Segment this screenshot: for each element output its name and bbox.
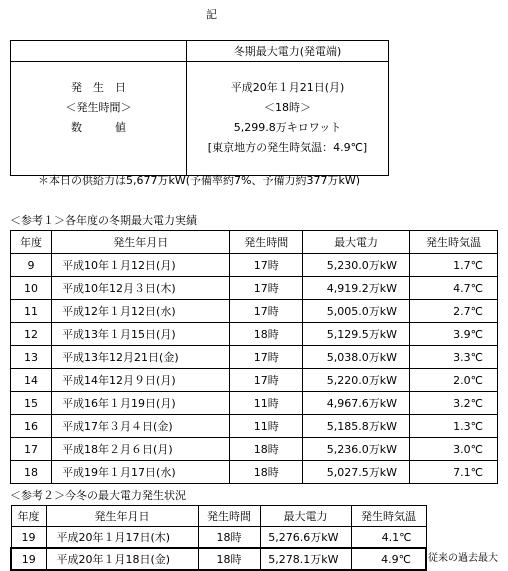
cell-power: 5,129.5万kW xyxy=(303,323,410,346)
cell-time: 18時 xyxy=(230,461,303,484)
cell-temp: 4.7℃ xyxy=(409,277,497,300)
cell-time: 11時 xyxy=(230,415,303,438)
cell-power: 5,276.6万kW xyxy=(260,527,351,549)
ref1-title: ＜参考１＞各年度の冬期最大電力実績 xyxy=(10,214,197,227)
cell-power: 4,919.2万kW xyxy=(303,277,410,300)
summary-labels xyxy=(11,62,187,176)
cell-date: 平成10年12月３日(木) xyxy=(52,277,230,300)
cell-date: 平成20年１月17日(木) xyxy=(46,527,198,549)
cell-date: 平成17年３月４日(金) xyxy=(52,415,230,438)
header-mark: 記 xyxy=(206,8,217,21)
cell-temp: 7.1℃ xyxy=(409,461,497,484)
ref2-header-power: 最大電力 xyxy=(260,506,351,527)
cell-year: 17 xyxy=(11,438,52,461)
cell-temp: 1.7℃ xyxy=(409,254,497,277)
cell-year: 15 xyxy=(11,392,52,415)
table-row xyxy=(11,300,498,323)
cell-time: 18時 xyxy=(198,527,260,549)
cell-time: 17時 xyxy=(230,277,303,300)
cell-power: 5,185.8万kW xyxy=(303,415,410,438)
cell-power: 5,230.0万kW xyxy=(303,254,410,277)
cell-year: 13 xyxy=(11,346,52,369)
cell-temp: 4.1℃ xyxy=(351,527,426,549)
cell-time: 18時 xyxy=(230,323,303,346)
cell-year: 12 xyxy=(11,323,52,346)
value-temperature: [東京地方の発生時気温：4.9℃] xyxy=(207,141,368,154)
cell-temp: 2.0℃ xyxy=(409,369,497,392)
ref2-title: ＜参考２＞今冬の最大電力発生状況 xyxy=(10,489,186,502)
cell-year: 19 xyxy=(11,548,46,570)
ref2-header-date: 発生年月日 xyxy=(46,506,198,527)
cell-time: 11時 xyxy=(230,392,303,415)
table-row xyxy=(11,527,426,549)
highlight-note: 従来の過去最大 xyxy=(428,553,498,564)
cell-time: 17時 xyxy=(230,346,303,369)
table-row xyxy=(11,277,498,300)
table-row xyxy=(11,461,498,484)
table-row xyxy=(11,369,498,392)
cell-time: 17時 xyxy=(230,254,303,277)
cell-temp: 3.3℃ xyxy=(409,346,497,369)
summary-column-header: 冬期最大電力(発電端) xyxy=(187,41,389,62)
cell-temp: 3.0℃ xyxy=(409,438,497,461)
cell-year: 18 xyxy=(11,461,52,484)
value-time: ＜18時＞ xyxy=(264,101,311,114)
cell-date: 平成19年１月17日(水) xyxy=(52,461,230,484)
cell-date: 平成10年１月12日(月) xyxy=(52,254,230,277)
label-occurrence-time: ＜発生時間＞ xyxy=(65,101,132,114)
ref2-header-temp: 発生時気温 xyxy=(351,506,426,527)
cell-year: 16 xyxy=(11,415,52,438)
cell-year: 10 xyxy=(11,277,52,300)
cell-date: 平成16年１月19日(月) xyxy=(52,392,230,415)
table-row xyxy=(11,323,498,346)
cell-time: 17時 xyxy=(230,300,303,323)
cell-power: 5,278.1万kW xyxy=(260,548,351,570)
cell-date: 平成14年12月９日(月) xyxy=(52,369,230,392)
table-row xyxy=(11,415,498,438)
ref2-header-row xyxy=(11,506,426,527)
ref1-header-year: 年度 xyxy=(11,231,52,254)
cell-power: 5,027.5万kW xyxy=(303,461,410,484)
cell-power: 4,967.6万kW xyxy=(303,392,410,415)
ref1-header-temp: 発生時気温 xyxy=(409,231,497,254)
summary-values xyxy=(187,62,389,176)
cell-year: 11 xyxy=(11,300,52,323)
label-occurrence-date: 発 生 日 xyxy=(71,81,126,94)
cell-date: 平成18年２月６日(月) xyxy=(52,438,230,461)
summary-table xyxy=(10,40,389,176)
cell-year: 9 xyxy=(11,254,52,277)
table-row xyxy=(11,254,498,277)
cell-time: 18時 xyxy=(198,548,260,570)
table-row xyxy=(11,346,498,369)
value-date: 平成20年１月21日(月) xyxy=(230,81,345,94)
cell-time: 18時 xyxy=(230,438,303,461)
ref1-header-date: 発生年月日 xyxy=(52,231,230,254)
cell-temp: 3.2℃ xyxy=(409,392,497,415)
cell-temp: 3.9℃ xyxy=(409,323,497,346)
summary-corner xyxy=(11,41,187,62)
cell-power: 5,236.0万kW xyxy=(303,438,410,461)
cell-power: 5,038.0万kW xyxy=(303,346,410,369)
ref2-header-time: 発生時間 xyxy=(198,506,260,527)
cell-date: 平成13年１月15日(月) xyxy=(52,323,230,346)
ref2-header-year: 年度 xyxy=(11,506,46,527)
value-power: 5,299.8万キロワット xyxy=(233,121,342,134)
cell-temp: 2.7℃ xyxy=(409,300,497,323)
cell-power: 5,220.0万kW xyxy=(303,369,410,392)
cell-time: 17時 xyxy=(230,369,303,392)
supply-note: ＊本日の供給力は5,677万kW(予備率約7%、予備力約377万kW) xyxy=(38,174,361,187)
ref2-table xyxy=(10,505,427,571)
ref1-header-power: 最大電力 xyxy=(303,231,410,254)
cell-year: 14 xyxy=(11,369,52,392)
ref1-table xyxy=(10,230,498,484)
cell-temp: 1.3℃ xyxy=(409,415,497,438)
cell-year: 19 xyxy=(11,527,46,549)
cell-date: 平成20年１月18日(金) xyxy=(46,548,198,570)
table-row xyxy=(11,438,498,461)
ref1-header-time: 発生時間 xyxy=(230,231,303,254)
cell-temp: 4.9℃ xyxy=(351,548,426,570)
label-value: 数 値 xyxy=(71,121,126,134)
table-row xyxy=(11,392,498,415)
cell-date: 平成12年１月12日(水) xyxy=(52,300,230,323)
cell-date: 平成13年12月21日(金) xyxy=(52,346,230,369)
ref1-header-row xyxy=(11,231,498,254)
cell-power: 5,005.0万kW xyxy=(303,300,410,323)
